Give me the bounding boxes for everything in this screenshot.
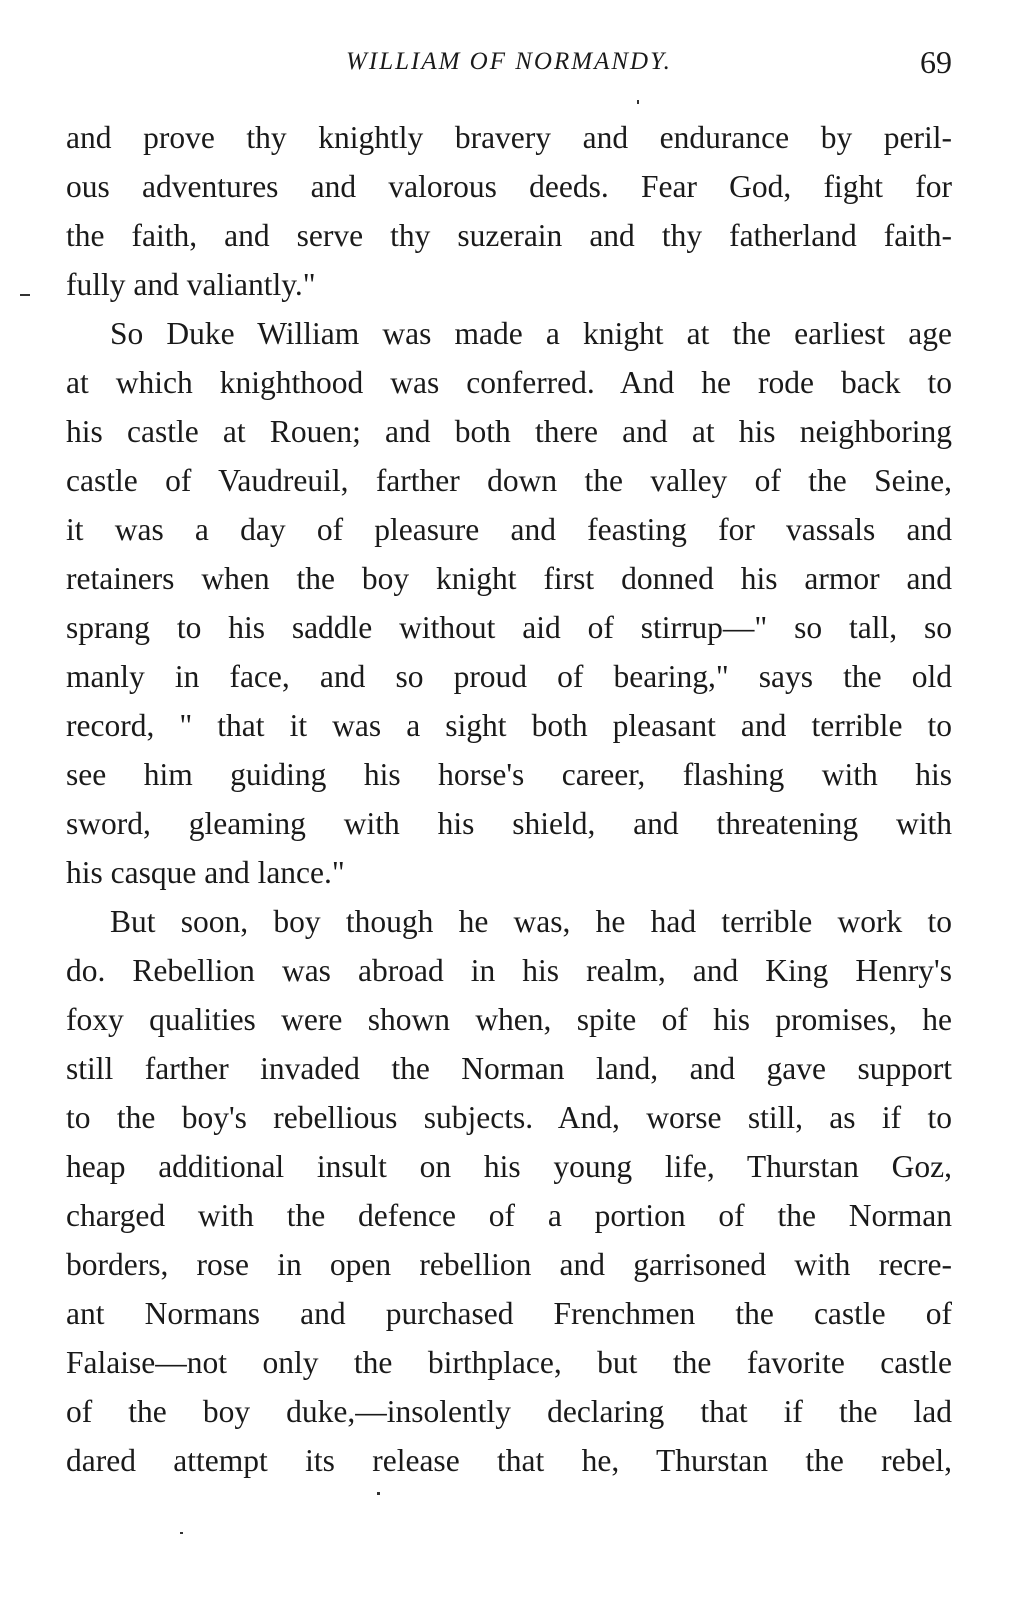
running-head	[66, 44, 952, 84]
print-speck	[180, 1532, 183, 1534]
text-line: his castle at Rouen; and both there and at his neighboring	[66, 414, 952, 449]
text-line: But soon, boy though he was, he had terrible work to	[110, 904, 952, 939]
text-line: record, " that it was a sight both pleasant and terrible to	[66, 708, 952, 743]
text-line: fully and valiantly."	[66, 267, 316, 302]
text-line: it was a day of pleasure and feasting for vassals and	[66, 512, 952, 547]
text-line: retainers when the boy knight first donned his armor and	[66, 561, 952, 596]
text-line: foxy qualities were shown when, spite of his promises, he	[66, 1002, 952, 1037]
running-title: WILLIAM OF NORMANDY.	[346, 48, 672, 75]
text-line: sword, gleaming with his shield, and threatening with	[66, 806, 952, 841]
text-line: Falaise—not only the birthplace, but the favorite castle	[66, 1345, 952, 1380]
text-line: at which knighthood was conferred. And he rode back to	[66, 365, 952, 400]
text-line: and prove thy knightly bravery and endurance by peril-	[66, 120, 952, 155]
text-line: dared attempt its release that he, Thurstan the rebel,	[66, 1443, 952, 1478]
text-line: still farther invaded the Norman land, and gave support	[66, 1051, 952, 1086]
text-line: of the boy duke,—insolently declaring that if the lad	[66, 1394, 952, 1429]
print-speck	[637, 100, 639, 104]
text-line: ous adventures and valorous deeds. Fear God, fight for	[66, 169, 952, 204]
page-number: 69	[920, 44, 952, 80]
text-line: do. Rebellion was abroad in his realm, and King Henry's	[66, 953, 952, 988]
text-line: castle of Vaudreuil, farther down the valley of the Seine,	[66, 463, 952, 498]
text-line: heap additional insult on his young life, Thurstan Goz,	[66, 1149, 952, 1184]
text-line: charged with the defence of a portion of the Norman	[66, 1198, 952, 1233]
body-text	[66, 113, 952, 1485]
margin-mark	[20, 294, 30, 296]
text-line: So Duke William was made a knight at the earliest age	[110, 316, 952, 351]
text-line: ant Normans and purchased Frenchmen the castle of	[66, 1296, 952, 1331]
print-speck	[377, 1492, 380, 1495]
text-line: the faith, and serve thy suzerain and thy fatherland faith-	[66, 218, 952, 253]
text-line: borders, rose in open rebellion and garrisoned with recre-	[66, 1247, 952, 1282]
text-line: to the boy's rebellious subjects. And, worse still, as if to	[66, 1100, 952, 1135]
text-line: sprang to his saddle without aid of stirrup—" so tall, so	[66, 610, 952, 645]
text-line: see him guiding his horse's career, flashing with his	[66, 757, 952, 792]
text-line: his casque and lance."	[66, 855, 345, 890]
text-line: manly in face, and so proud of bearing," says the old	[66, 659, 952, 694]
